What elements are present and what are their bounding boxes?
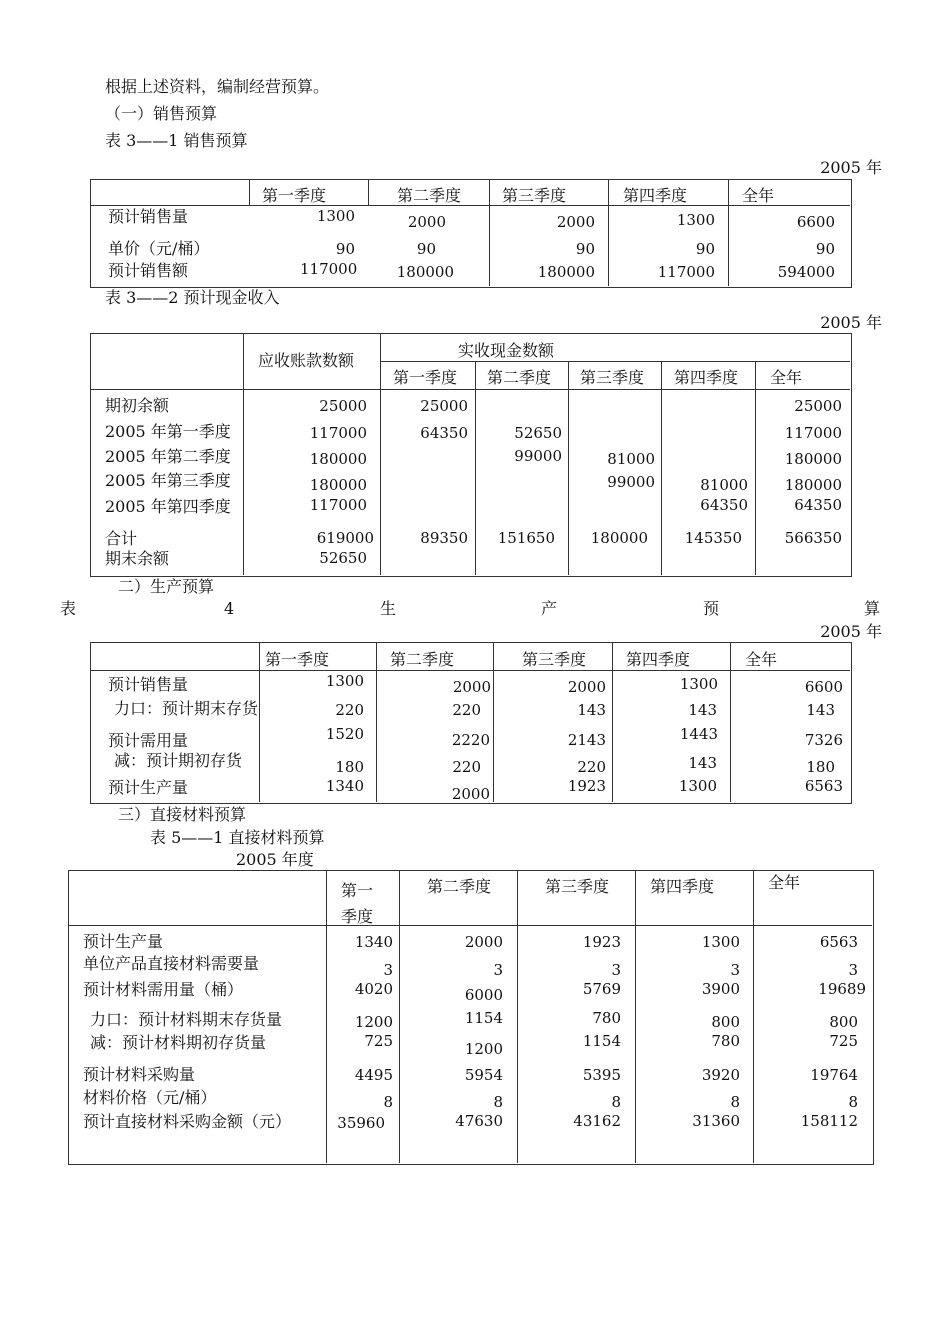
header-q3: 第三季度 [545,877,610,896]
cell: 64350 [700,496,748,514]
header-q2: 第二季度 [487,368,552,387]
cell: 3 [383,961,393,979]
row-label: 单位产品直接材料需要量 [83,954,260,973]
row-label: 2005 年第三季度 [105,471,231,490]
cell: 4495 [354,1066,393,1084]
row-label: 2005 年第一季度 [105,422,231,441]
cell: 180000 [784,450,842,468]
title-char: 4 [224,599,235,618]
cell: 90 [335,240,355,258]
row-label: 预计生产量 [108,778,189,797]
cell: 3920 [701,1066,740,1084]
section-heading-production: 二）生产预算 [118,577,215,596]
row-label: 预计销售量 [108,675,189,694]
cell: 47630 [455,1112,503,1130]
cell: 25000 [794,397,842,415]
header-year: 全年 [742,186,775,205]
row-label: 预计需用量 [108,731,189,750]
cell: 90 [815,240,835,258]
header-q1: 第一季度 [341,881,374,926]
header-q2: 第二季度 [427,877,492,896]
cell: 1154 [582,1032,621,1050]
cell: 180000 [784,476,842,494]
cell: 6600 [804,678,843,696]
cell: 6563 [819,933,858,951]
cell: 2143 [567,731,606,749]
cell: 1200 [354,1013,393,1031]
cell: 81000 [607,450,655,468]
cell: 800 [711,1013,740,1031]
row-label: 力口：预计材料期末存货量 [90,1010,283,1029]
cell: 4020 [354,980,393,998]
row-label: 预计材料需用量（桶） [83,980,244,999]
cell: 8 [730,1093,740,1111]
cell: 180000 [396,263,454,281]
cell: 151650 [497,529,555,547]
cell: 1200 [464,1040,503,1058]
row-label: 材料价格（元/桶） [83,1088,217,1107]
cell: 220 [335,701,364,719]
cell: 1154 [464,1009,503,1027]
cell: 81000 [700,476,748,494]
table-title-sales: 表 3——1 销售预算 [105,131,248,150]
cell: 780 [592,1009,621,1027]
cell: 117000 [309,424,367,442]
cell: 64350 [794,496,842,514]
header-q3: 第三季度 [580,368,645,387]
row-label: 预计生产量 [83,932,164,951]
cell: 6600 [796,213,835,231]
cell: 180 [335,758,364,776]
cell: 117000 [309,496,367,514]
cell: 800 [829,1013,858,1031]
cell: 35960 [337,1114,385,1132]
header-q1: 第一季度 [262,186,327,205]
cell: 158112 [800,1112,858,1130]
header-year: 全年 [768,873,801,892]
cell: 2000 [451,785,490,803]
section-heading-material: 三）直接材料预算 [118,805,247,824]
row-label: 减：预计期初存货 [114,751,243,770]
cell: 1340 [354,933,393,951]
cell: 5395 [582,1066,621,1084]
cell: 64350 [420,424,468,442]
cell: 566350 [784,529,842,547]
table-title-cash: 表 3——2 预计现金收入 [105,288,280,307]
cell: 6000 [464,986,503,1004]
header-receivable: 应收账款数额 [258,351,355,370]
cell: 143 [806,701,835,719]
cell: 220 [452,701,481,719]
row-label: 2005 年第二季度 [105,447,231,466]
header-cash: 实收现金数额 [458,341,555,360]
table-year-cash: 2005 年 [820,313,882,332]
cell: 25000 [319,397,367,415]
title-char: 预 [703,599,720,618]
cell: 180000 [537,263,595,281]
cell: 52650 [319,549,367,567]
header-year: 全年 [745,650,778,669]
cell: 180000 [590,529,648,547]
cell: 90 [416,240,436,258]
row-label: 预计销售量 [108,207,189,226]
cell: 3 [493,961,503,979]
section-heading-sales: （一）销售预算 [105,104,218,123]
cell: 8 [383,1093,393,1111]
cell: 3900 [701,980,740,998]
cell: 143 [688,754,717,772]
cell: 117000 [300,260,358,278]
cell: 180000 [309,450,367,468]
cell: 1300 [325,672,364,690]
cell: 1923 [582,933,621,951]
cell: 1300 [679,675,718,693]
row-label: 2005 年第四季度 [105,497,231,516]
cell: 5769 [582,980,621,998]
header-q4: 第四季度 [626,650,691,669]
title-char: 生 [380,599,397,618]
cell: 143 [688,701,717,719]
header-q3: 第三季度 [522,650,587,669]
cell: 725 [364,1032,393,1050]
cell: 31360 [692,1112,740,1130]
cell: 7326 [804,731,843,749]
header-q2: 第二季度 [397,186,462,205]
table-year-sales: 2005 年 [820,158,882,177]
cell: 99000 [514,447,562,465]
table-year-material: 2005 年度 [236,850,314,869]
cell: 5954 [464,1066,503,1084]
cell: 3 [730,961,740,979]
cell: 180000 [309,476,367,494]
cell: 1520 [325,725,364,743]
cell: 3 [848,961,858,979]
row-label: 期初余额 [105,396,170,415]
cell: 52650 [514,424,562,442]
cell: 1300 [701,933,740,951]
table-year-production: 2005 年 [820,622,882,641]
cell: 1923 [567,777,606,795]
header-q1: 第一季度 [393,368,458,387]
table-title-material: 表 5——1 直接材料预算 [150,828,325,847]
cell: 145350 [684,529,742,547]
row-label: 合计 [105,529,138,548]
row-label: 单价（元/桶） [108,239,210,258]
cell: 594000 [777,263,835,281]
cell: 1443 [679,725,718,743]
cell: 25000 [420,397,468,415]
header-q3: 第三季度 [502,186,567,205]
cell: 2000 [464,933,503,951]
cell: 780 [711,1032,740,1050]
cell: 220 [452,758,481,776]
cell: 2000 [567,678,606,696]
row-label: 期末余额 [105,549,170,568]
header-q4: 第四季度 [623,186,688,205]
header-q1: 第一季度 [265,650,330,669]
row-label: 预计销售额 [108,261,189,280]
cell: 19689 [818,980,866,998]
cell: 2000 [452,678,491,696]
cell: 2000 [556,213,595,231]
cell: 90 [695,240,715,258]
cell: 725 [829,1032,858,1050]
title-char: 表 [60,599,77,618]
cell: 1300 [676,211,715,229]
cell: 2000 [407,213,446,231]
cell: 19764 [810,1066,858,1084]
cell: 8 [493,1093,503,1111]
cell: 143 [577,701,606,719]
header-q4: 第四季度 [674,368,739,387]
cell: 1340 [325,777,364,795]
cell: 89350 [420,529,468,547]
cell: 2220 [451,731,490,749]
header-q4: 第四季度 [650,877,715,896]
row-label: 减：预计材料期初存货量 [90,1033,267,1052]
row-label: 预计直接材料采购金额（元） [83,1112,292,1131]
row-label: 力口：预计期末存货 [114,699,259,718]
header-year: 全年 [770,368,803,387]
intro-line: 根据上述资料，编制经营预算。 [105,77,330,96]
cell: 1300 [316,207,355,225]
cell: 8 [611,1093,621,1111]
cell: 99000 [607,473,655,491]
row-label: 预计材料采购量 [83,1065,196,1084]
title-char: 产 [541,599,558,618]
cell: 180 [806,758,835,776]
cell: 1300 [678,777,717,795]
cell: 619000 [316,529,374,547]
cell: 3 [611,961,621,979]
cell: 90 [575,240,595,258]
cell: 117000 [784,424,842,442]
header-q2: 第二季度 [390,650,455,669]
cell: 117000 [657,263,715,281]
cell: 8 [848,1093,858,1111]
cell: 6563 [804,777,843,795]
cell: 43162 [573,1112,621,1130]
cell: 220 [577,758,606,776]
title-char: 算 [864,599,881,618]
